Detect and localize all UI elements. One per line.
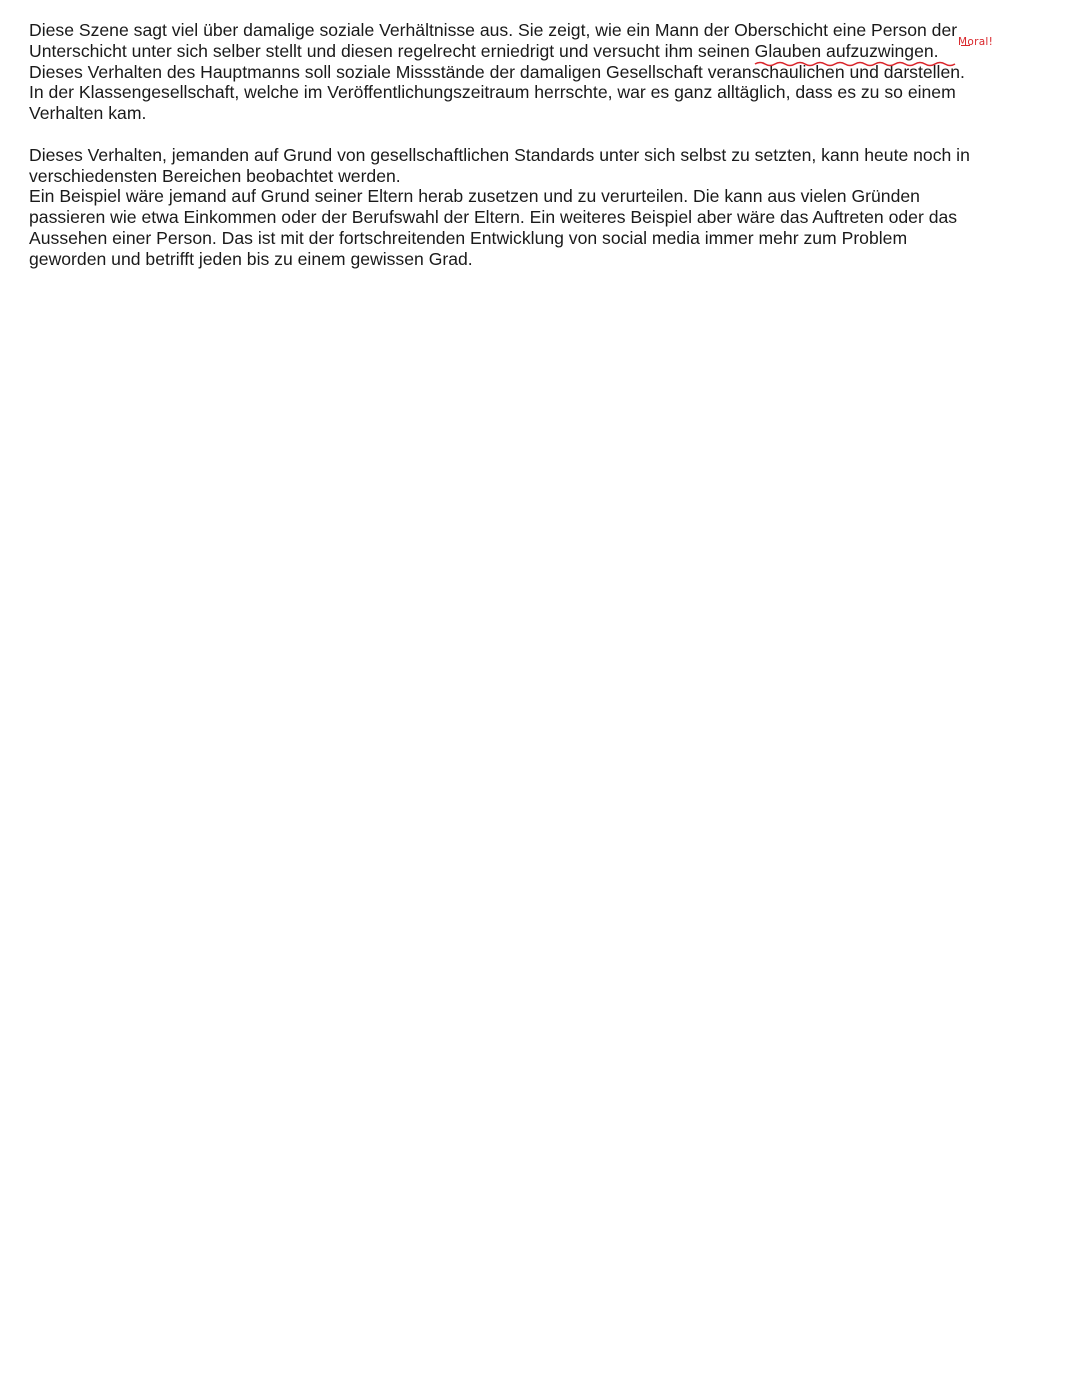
paragraph-spacer bbox=[29, 124, 1029, 145]
text-line: verschiedensten Bereichen beobachtet werden. bbox=[29, 165, 401, 186]
marked-text: Glauben aufzuzwingen. bbox=[754, 40, 939, 61]
text-line: Dieses Verhalten, jemanden auf Grund von gesellschaftlichen Standards unter sich selbst zu setzten, kann heute noch in bbox=[29, 144, 970, 165]
paragraph-modern-relevance bbox=[29, 145, 1029, 270]
text-line: Dieses Verhalten des Hauptmanns soll soziale Missstände der damaligen Gesellschaft veranschaulichen und darstellen. bbox=[29, 61, 965, 82]
text-line: In der Klassengesellschaft, welche im Veröffentlichungszeitraum herrschte, war es ganz alltäglich, dass es zu so einem bbox=[29, 82, 956, 103]
text-line: Verhalten kam. bbox=[29, 103, 147, 124]
text-line: geworden und betrifft jeden bis zu einem gewissen Grad. bbox=[29, 248, 473, 269]
text-line: passieren wie etwa Einkommen oder der Berufswahl der Eltern. Ein weiteres Beispiel aber wäre das Auftreten oder das bbox=[29, 207, 958, 228]
underlined-phrase bbox=[755, 41, 939, 62]
text-line: Aussehen einer Person. Das ist mit der fortschreitenden Entwicklung von social media immer mehr zum Problem bbox=[29, 227, 908, 248]
text-fragment: Unterschicht unter sich selber stellt und diesen regelrecht erniedrigt und versucht ihm seinen bbox=[29, 40, 755, 61]
text-line bbox=[29, 41, 1029, 62]
document-page bbox=[29, 20, 1029, 270]
red-squiggle-underline bbox=[755, 61, 955, 67]
text-line: Diese Szene sagt viel über damalige soziale Verhältnisse aus. Sie zeigt, wie ein Mann der Oberschicht eine Person der bbox=[29, 20, 958, 40]
paragraph-social-conditions bbox=[29, 20, 1029, 124]
text-line: Ein Beispiel wäre jemand auf Grund seiner Eltern herab zusetzen und zu verurteilen. Die kann aus vielen Gründen bbox=[29, 186, 920, 207]
margin-annotation: Moral! bbox=[958, 36, 994, 48]
